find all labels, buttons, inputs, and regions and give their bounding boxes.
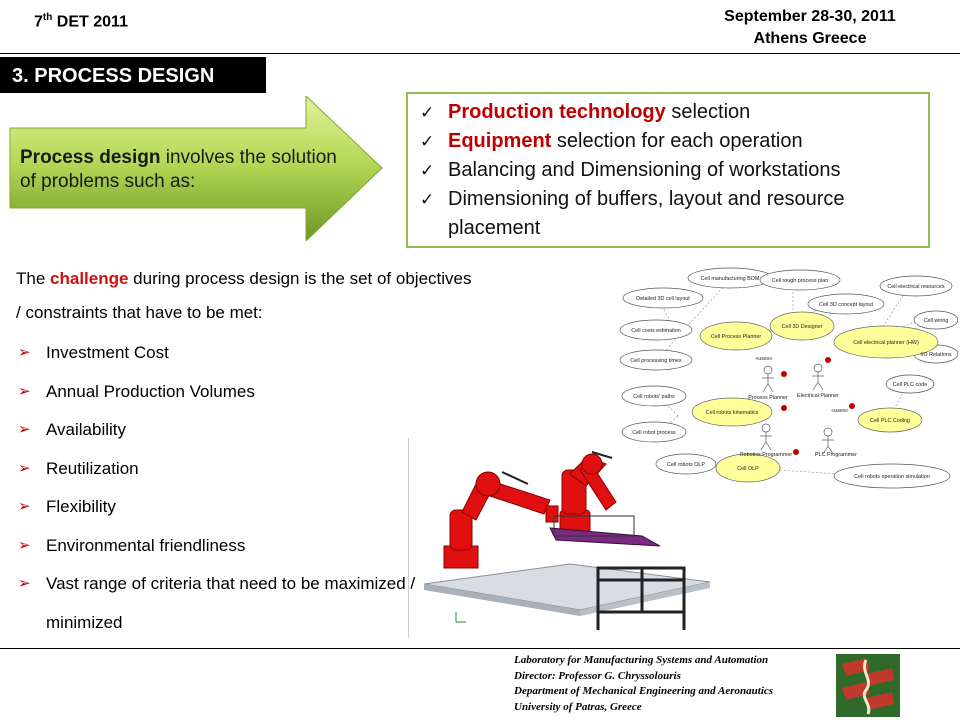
- event-ordinal: th: [42, 12, 53, 23]
- challenge-paragraph: [16, 262, 476, 330]
- criteria-item: [16, 488, 416, 527]
- section-title: 3. PROCESS DESIGN: [0, 57, 266, 93]
- objective-item: [418, 185, 928, 243]
- uml-output-label: Cell wiring: [923, 318, 949, 324]
- objective-item: [418, 156, 928, 185]
- criteria-text: Annual Production Volumes: [46, 381, 255, 401]
- arrow-bullet-icon: ➢: [18, 575, 31, 592]
- objectives-box: [406, 92, 930, 248]
- objective-text: selection for each operation: [551, 130, 803, 152]
- uml-actor-label: Process Planner: [748, 395, 788, 401]
- uml-output-label: Cell rough process plan: [771, 278, 829, 284]
- uml-output-label: Cell 3D concept layout: [819, 302, 873, 308]
- uml-usecase-label: Cell 3D Designer: [781, 324, 823, 330]
- checkmark-icon: ✓: [420, 103, 435, 122]
- footer-credits: [514, 653, 834, 715]
- criteria-text: Availability: [46, 420, 127, 439]
- checkmark-icon: ✓: [420, 161, 435, 180]
- event-location: Athens Greece: [753, 30, 867, 47]
- checkmark-icon: ✓: [420, 132, 435, 151]
- uml-output-label: Cell robots operation simulation: [854, 474, 930, 480]
- event-title: DET 2011: [52, 13, 128, 31]
- arrow-text: [20, 146, 340, 194]
- challenge-post: during process design is the set of objectives / constraints that have to be met:: [16, 269, 472, 322]
- challenge-highlight: challenge: [50, 269, 129, 288]
- criteria-item: [16, 450, 416, 489]
- footer-director: Director: Professor G. Chryssolouris: [514, 669, 681, 682]
- uml-usecase-label: Cell robots kinematics: [705, 410, 759, 416]
- objective-item: [418, 127, 928, 156]
- uml-output-label: Cell manufacturing BOM: [700, 276, 760, 282]
- uml-usecase-label: Cell Process Planner: [710, 334, 762, 340]
- uml-usecase-label: Cell electrical planner (HW): [853, 340, 919, 346]
- criteria-item: [16, 527, 416, 566]
- uml-output-label: I/O Relations: [920, 352, 952, 358]
- uml-stereotype-label: «uses»: [755, 356, 773, 362]
- criteria-text: Vast range of criteria that need to be maximized / minimized: [46, 574, 416, 632]
- uml-stereotype-label: «uses»: [831, 408, 849, 414]
- footer-department: Department of Mechanical Engineering and Aeronautics: [514, 685, 774, 697]
- objective-item: [418, 98, 928, 127]
- criteria-item: [16, 334, 416, 373]
- criteria-item: [16, 373, 416, 412]
- robot-cell-illustration: [410, 440, 716, 636]
- criteria-text: Investment Cost: [46, 343, 169, 362]
- arrow-bullet-icon: ➢: [18, 344, 31, 361]
- uml-actor-label: Robotics Programmer: [739, 452, 793, 458]
- criteria-text: Environmental friendliness: [46, 535, 246, 555]
- challenge-pre: The: [16, 269, 51, 288]
- footer-divider: [0, 648, 960, 649]
- uml-output-label: Cell costs estimation: [631, 328, 681, 334]
- objective-highlight: Production technology: [448, 101, 666, 123]
- uml-output-label: Detailed 3D cell layout: [636, 296, 690, 302]
- criteria-list: [16, 334, 416, 642]
- checkmark-icon: ✓: [420, 190, 435, 209]
- uml-actor-label: Electrical Planner: [797, 393, 839, 399]
- arrow-bullet-icon: ➢: [18, 536, 31, 554]
- objective-highlight: Equipment: [448, 130, 552, 152]
- arrow-bullet-icon: ➢: [18, 459, 31, 477]
- criteria-item: [16, 411, 416, 450]
- arrow-bullet-icon: ➢: [18, 421, 31, 438]
- uml-usecase-label: Cell OLP: [737, 466, 759, 472]
- event-date: September 28-30, 2011: [724, 8, 896, 25]
- lab-logo-icon: [836, 654, 900, 717]
- uml-output-label: Cell electrical resources: [887, 284, 945, 290]
- objective-text: Dimensioning of buffers, layout and resource placement: [448, 188, 845, 239]
- arrow-text-bold: Process design: [20, 147, 161, 168]
- uml-output-label: Cell robots OLP: [666, 462, 706, 468]
- header-divider: [0, 53, 960, 54]
- footer-university: University of Patras, Greece: [514, 700, 642, 713]
- arrow-bullet-icon: ➢: [18, 382, 31, 400]
- event-date-location: [700, 6, 920, 50]
- uml-usecase-label: Cell PLC Coding: [870, 418, 910, 424]
- objective-text: selection: [665, 101, 751, 123]
- uml-actor-label: PLC Programmer: [815, 452, 857, 458]
- objective-text: Balancing and Dimensioning of workstations: [448, 159, 841, 181]
- uml-output-label: Cell robots' paths: [633, 394, 675, 400]
- criteria-text: Reutilization: [46, 458, 139, 478]
- criteria-item: [16, 565, 416, 642]
- uml-output-label: Cell robot process: [632, 430, 676, 436]
- criteria-text: Flexibility: [46, 497, 116, 516]
- uml-output-label: Cell PLC code: [892, 382, 928, 388]
- event-name: [34, 12, 128, 31]
- arrow-text-rest: involves the solution of problems such as:: [20, 147, 337, 192]
- event-number: 7: [34, 13, 43, 31]
- arrow-bullet-icon: ➢: [18, 498, 31, 515]
- footer-lab: Laboratory for Manufacturing Systems and Automation: [514, 654, 769, 666]
- uml-output-label: Cell processing times: [630, 358, 682, 364]
